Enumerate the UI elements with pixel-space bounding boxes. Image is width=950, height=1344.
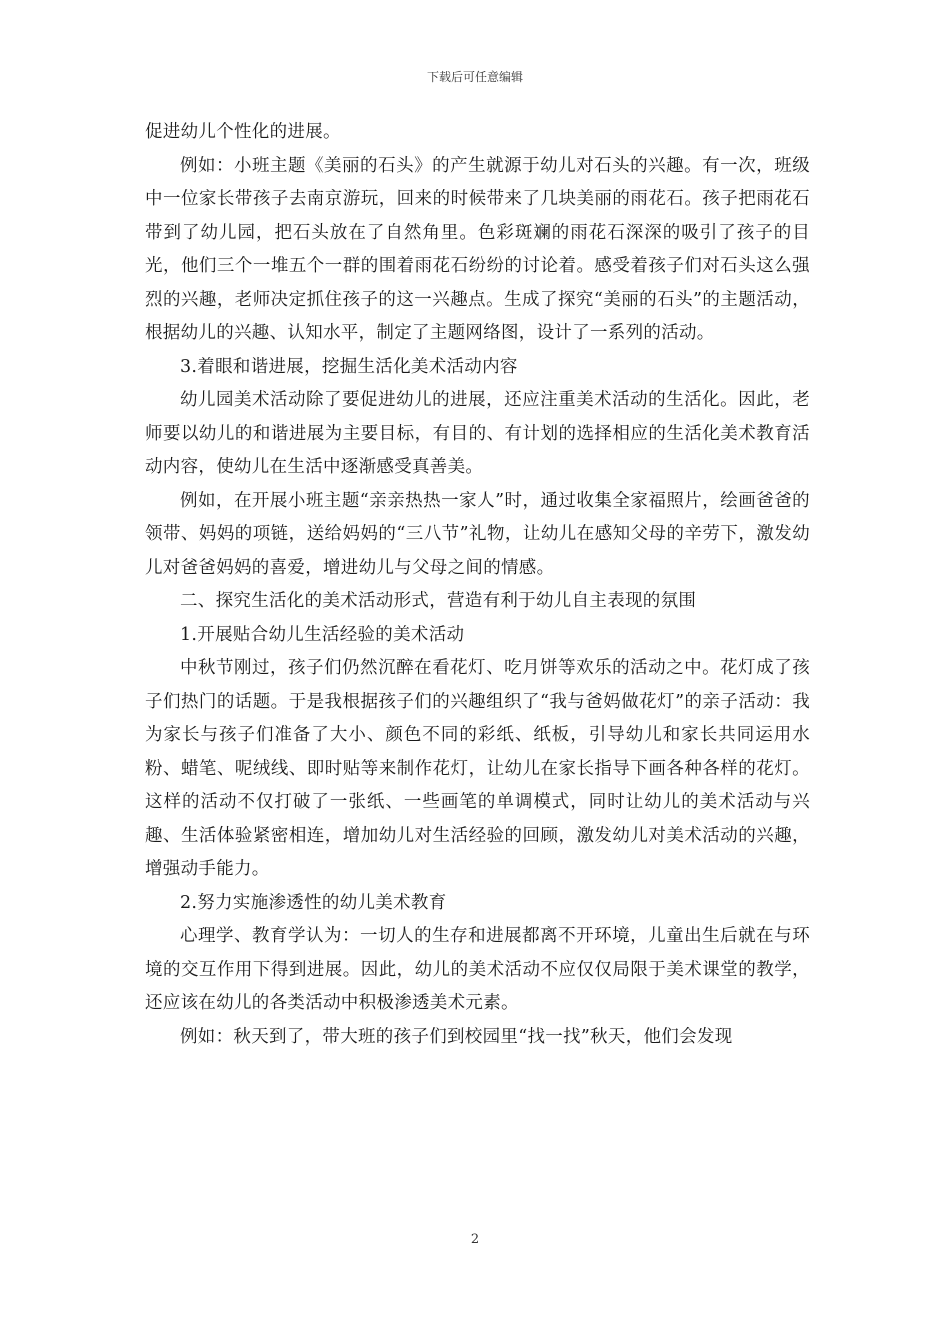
section-heading-3: 3.着眼和谐进展，挖掘生活化美术活动内容 xyxy=(180,356,518,377)
section-heading-2: 二、探究生活化的美术活动形式，营造有利于幼儿自主表现的氛围 xyxy=(180,591,697,611)
page-number: 2 xyxy=(470,1232,480,1247)
paragraph-5: 例如，在开展小班主题“亲亲热热一家人”时，通过收集全家福照片，绘画爸爸的领带、妈妈的项链，送给妈妈的“三八节”礼物，让幼儿在感知父母的辛劳下，激发幼儿对爸爸妈妈的喜爱，增进幼儿与父母之间的情感。 xyxy=(145,490,810,578)
page-header-note: 下载后可任意编辑 xyxy=(426,70,523,84)
subsection-heading-2: 2.努力实施渗透性的幼儿美术教育 xyxy=(180,892,447,913)
paragraph-10: 心理学、教育学认为：一切人的生存和进展都离不开环境，儿童出生后就在与环境的交互作用下得到进展。因此，幼儿的美术活动不应仅仅局限于美术课堂的教学，还应该在幼儿的各类活动中积极渗透美术元素。 xyxy=(145,926,810,1013)
paragraph-8: 中秋节刚过，孩子们仍然沉醉在看花灯、吃月饼等欢乐的活动之中。花灯成了孩子们热门的话题。于是我根据孩子们的兴趣组织了“我与爸妈做花灯”的亲子活动：我为家长与孩子们准备了大小、颜色不同的彩纸、纸板，引导幼儿和家长共同运用水粉、蜡笔、呢绒线、即时贴等来制作花灯，让幼儿在家长指导下画各种各样的花灯。这样的活动不仅打破了一张纸、一些画笔的单调模式，同时让幼儿的美术活动与兴趣、生活体验紧密相连，增加幼儿对生活经验的回顾，激发幼儿对美术活动的兴趣，增强动手能力。 xyxy=(145,658,810,879)
subsection-heading-1: 1.开展贴合幼儿生活经验的美术活动 xyxy=(180,624,465,645)
document-body xyxy=(145,116,810,1054)
paragraph-2: 例如：小班主题《美丽的石头》的产生就源于幼儿对石头的兴趣。有一次，班级中一位家长带孩子去南京游玩，回来的时候带来了几块美丽的雨花石。孩子把雨花石带到了幼儿园，把石头放在了自然角里。色彩斑斓的雨花石深深的吸引了孩子的目光，他们三个一堆五个一群的围着雨花石纷纷的讨论着。感受着孩子们对石头这么强烈的兴趣，老师决定抓住孩子的这一兴趣点。生成了探究“美丽的石头”的主题活动，根据幼儿的兴趣、认知水平，制定了主题网络图，设计了一系列的活动。 xyxy=(145,155,810,343)
paragraph-1: 促进幼儿个性化的进展。 xyxy=(145,122,341,142)
paragraph-11: 例如：秋天到了，带大班的孩子们到校园里“找一找”秋天，他们会发现 xyxy=(180,1026,733,1047)
paragraph-4: 幼儿园美术活动除了要促进幼儿的进展，还应注重美术活动的生活化。因此，老师要以幼儿的和谐进展为主要目标，有目的、有计划的选择相应的生活化美术教育活动内容，使幼儿在生活中逐渐感受真善美。 xyxy=(145,390,810,477)
